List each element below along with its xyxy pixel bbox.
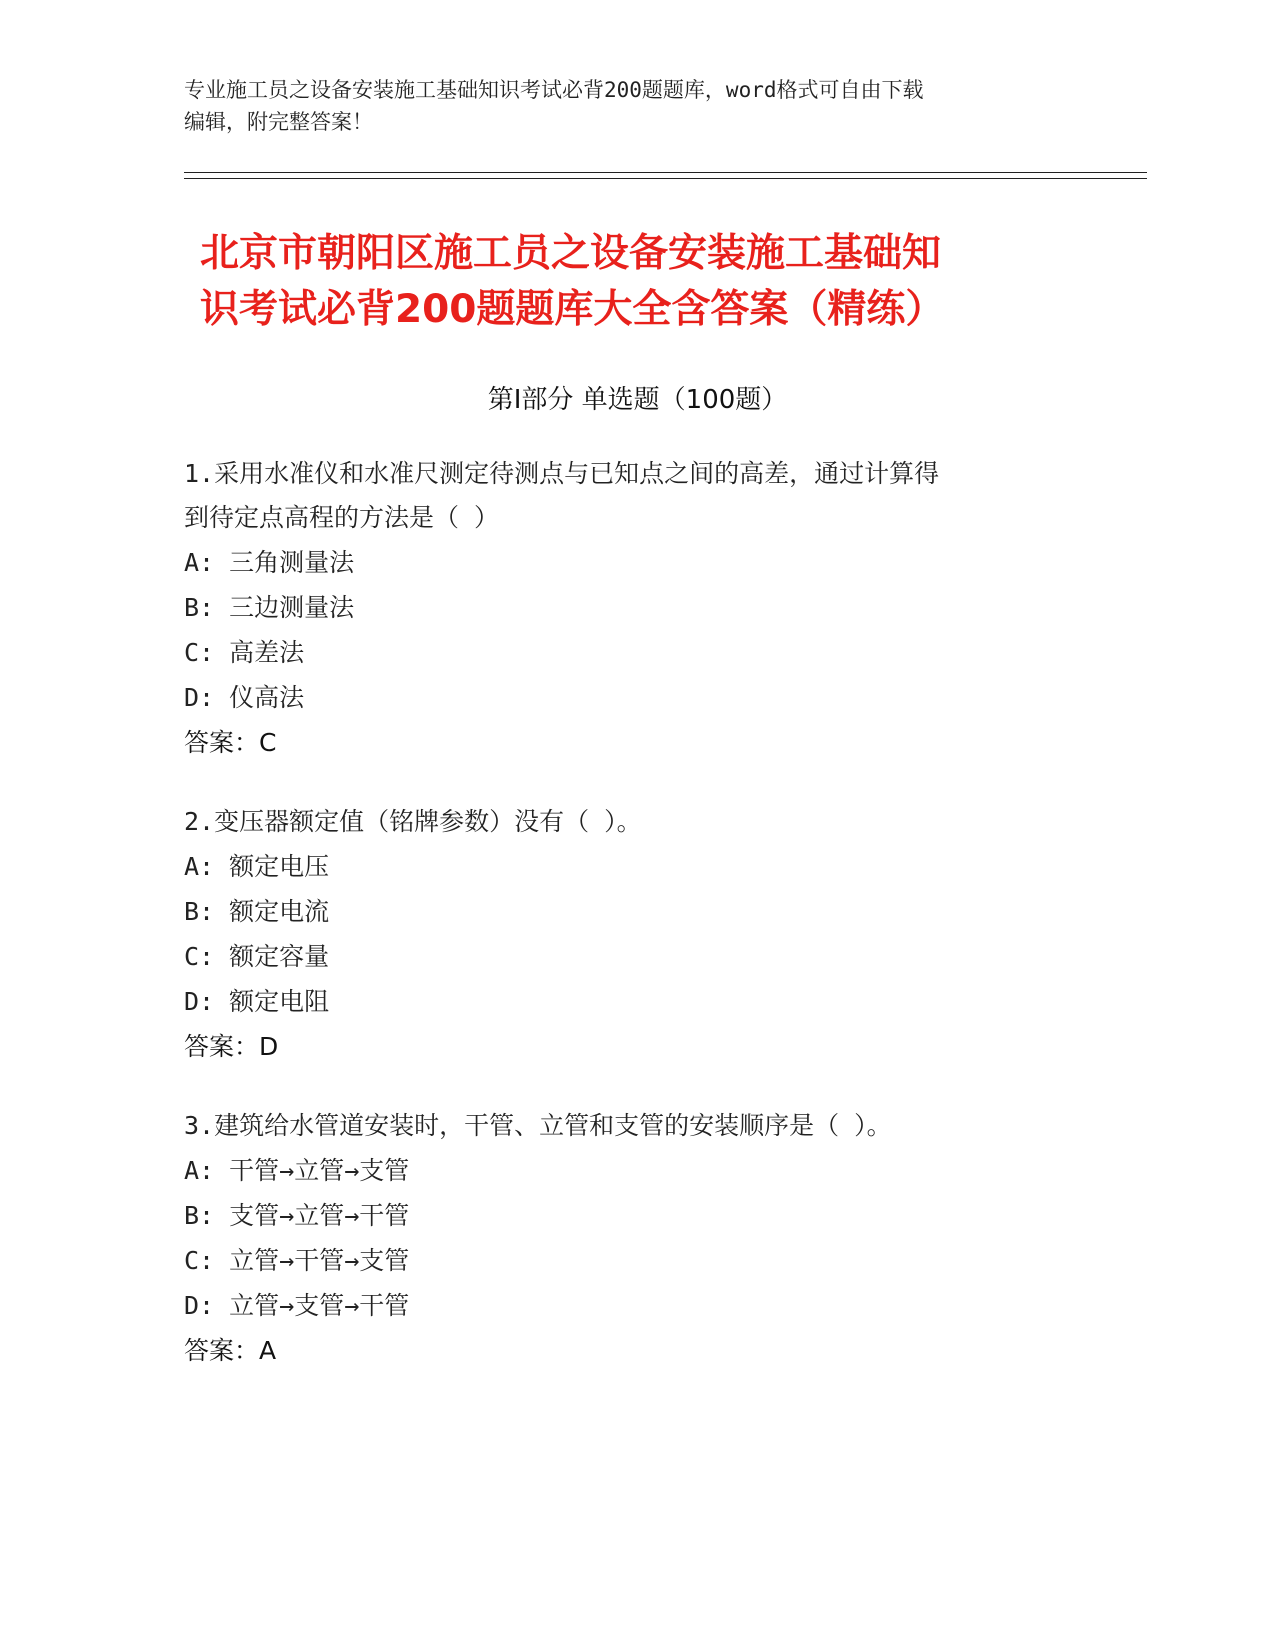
question-text-line-1: 1.采用水准仪和水准尺测定待测点与已知点之间的高差，通过计算得 [184, 459, 940, 488]
header-divider-thin [184, 178, 1147, 179]
question-text-line-2: 到待定点高程的方法是（ ） [184, 503, 500, 532]
answer-label: 答案：A [184, 1336, 277, 1365]
option-a: A: 三角测量法 [184, 548, 355, 577]
question-text [184, 800, 1084, 844]
question-2 [184, 800, 1084, 1070]
option-d: D: 仪高法 [184, 683, 305, 712]
option-c: C: 立管→干管→支管 [184, 1246, 410, 1275]
option-b: B: 三边测量法 [184, 593, 355, 622]
document-title-line-1: 北京市朝阳区施工员之设备安装施工基础知 [200, 231, 942, 276]
answer-label: 答案：D [184, 1032, 279, 1061]
question-text [184, 1104, 1084, 1148]
header-divider-thick [184, 172, 1147, 173]
question-text-line-1: 2.变压器额定值（铭牌参数）没有（ ）。 [184, 807, 642, 836]
option-a: A: 额定电压 [184, 852, 330, 881]
header-note [184, 74, 1084, 138]
answer-label: 答案：C [184, 728, 277, 757]
option-c: C: 额定容量 [184, 942, 330, 971]
section-heading: 第Ⅰ部分 单选题（100题） [487, 385, 788, 415]
option-b: B: 支管→立管→干管 [184, 1201, 410, 1230]
header-note-line-2: 编辑，附完整答案！ [184, 110, 373, 134]
question-1 [184, 452, 1084, 766]
option-d: D: 额定电阻 [184, 987, 330, 1016]
header-note-line-1: 专业施工员之设备安装施工基础知识考试必背200题题库，word格式可自由下载 [184, 78, 924, 102]
document-title [200, 226, 1100, 338]
document-title-line-2: 识考试必背200题题库大全含答案（精练） [200, 287, 945, 332]
option-a: A: 干管→立管→支管 [184, 1156, 410, 1185]
question-text-line-1: 3.建筑给水管道安装时，干管、立管和支管的安装顺序是（ ）。 [184, 1111, 892, 1140]
question-text [184, 452, 1084, 540]
option-d: D: 立管→支管→干管 [184, 1291, 410, 1320]
option-b: B: 额定电流 [184, 897, 330, 926]
question-3 [184, 1104, 1084, 1374]
option-c: C: 高差法 [184, 638, 305, 667]
